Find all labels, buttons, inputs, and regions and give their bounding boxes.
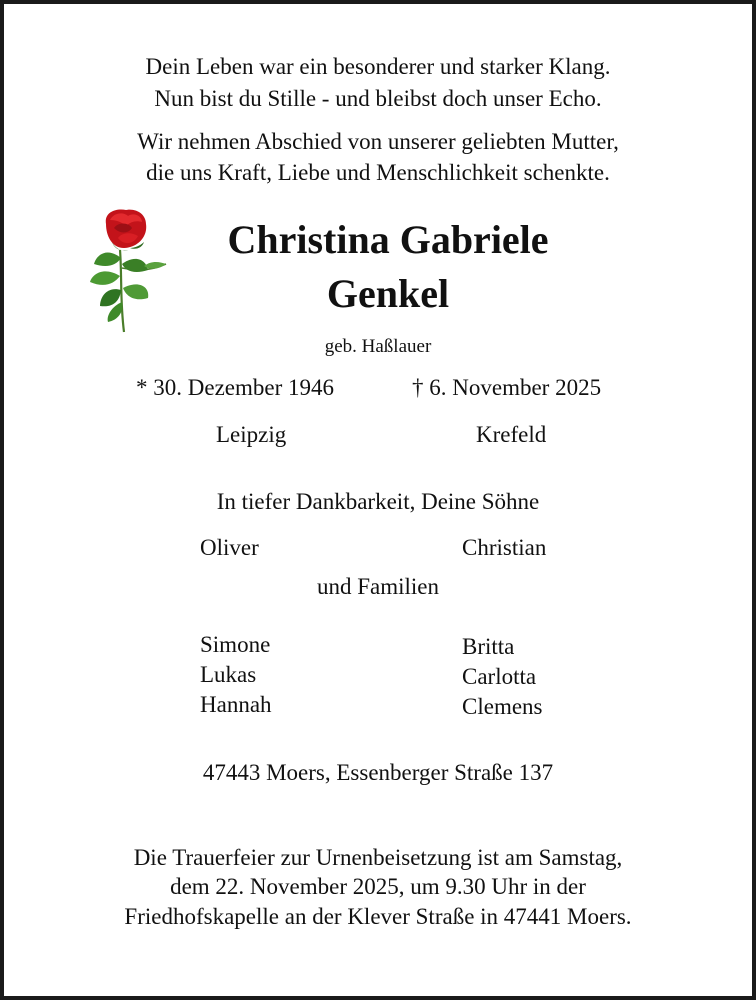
maiden-name: geb. Haßlauer xyxy=(324,336,432,357)
family-address: 47443 Moers, Essenberger Straße 137 xyxy=(202,760,554,785)
verse-line-1: Dein Leben war ein besonderer und starker Klang. xyxy=(145,54,611,79)
service-line-3: Friedhofskapelle an der Klever Straße in 47441 Moers. xyxy=(124,904,632,929)
grandchild-name: Clemens xyxy=(462,694,543,719)
son-name: Oliver xyxy=(200,535,259,560)
verse-line-2: Nun bist du Stille - und bleibst doch unser Echo. xyxy=(154,86,602,111)
death-place: Krefeld xyxy=(476,422,547,447)
families-line: und Familien xyxy=(316,574,440,599)
service-line-1: Die Trauerfeier zur Urnenbeisetzung ist am Samstag, xyxy=(133,845,623,870)
deceased-name-last: Genkel xyxy=(326,271,450,316)
grandchild-name: Hannah xyxy=(200,692,272,717)
deceased-name-first: Christina Gabriele xyxy=(227,217,549,262)
farewell-line-2: die uns Kraft, Liebe und Menschlichkeit schenkte. xyxy=(146,160,610,185)
death-date: † 6. November 2025 xyxy=(412,375,602,400)
son-name: Christian xyxy=(462,535,547,560)
birth-place: Leipzig xyxy=(216,422,287,447)
service-line-2: dem 22. November 2025, um 9.30 Uhr in der xyxy=(170,874,586,899)
grandchild-name: Britta xyxy=(462,634,515,659)
grandchild-name: Lukas xyxy=(200,662,257,687)
grandchild-name: Simone xyxy=(200,632,271,657)
mourners-intro: In tiefer Dankbarkeit, Deine Söhne xyxy=(216,489,540,514)
farewell-line-1: Wir nehmen Abschied von unserer geliebten Mutter, xyxy=(137,129,619,154)
birth-date: * 30. Dezember 1946 xyxy=(136,375,334,400)
grandchild-name: Carlotta xyxy=(462,664,537,689)
